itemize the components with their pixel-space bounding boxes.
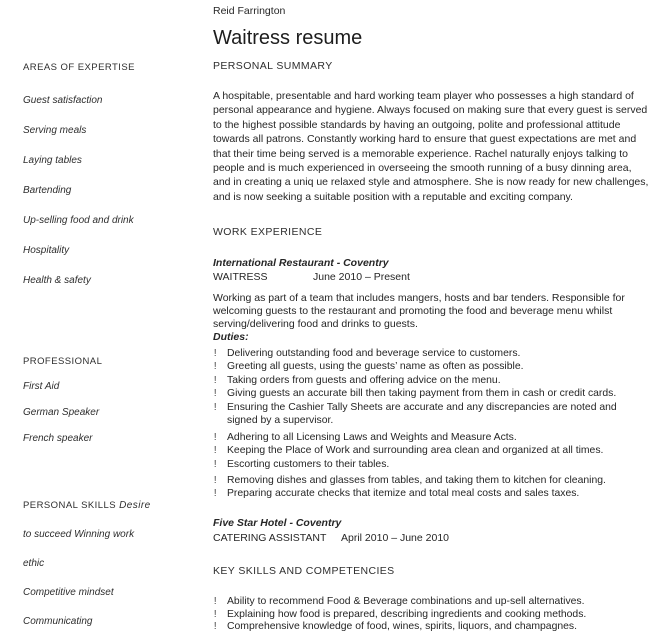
sidebar-item-german-speaker: German Speaker [23,407,100,418]
duty-text: Ensuring the Cashier Tally Sheets are accurate and any discrepancies are noted and signed by a supervisor. [227,401,617,427]
resume-main-column [213,0,650,637]
resume-sidebar [23,0,205,637]
sidebar-section-personal-skills [23,500,205,628]
skill-item [213,609,650,622]
bullet-icon: ! [214,445,217,457]
page-title: Waitress resume [213,27,363,49]
skill-text: Ability to recommend Food & Beverage combinations and up-sell alternatives. [227,596,585,607]
personal-summary-text: A hospitable, presentable and hard working team player who possesses a high standard of personal appearance and hygiene. Always focused on making sure that every guest is served to the highest possible standards by having an outgoing, polite and professional attitude towards all patrons. Constantly working hard to ensure that guest expectations are met and that their time being served is a memorable experience. Rachel naturally enjoys talking to people and is much experienced in overseeing the smooth running of a busy dinning area, and in creating a uniq ue relaxed style and atmosphere. She is now ready for new challenges, and is now seeking a suitable position with a reputable and exciting company. [213,90,649,203]
skill-text: Comprehensive knowledge of food, wines, spirits, liquors, and champagnes. [227,621,578,633]
job1-duty-group-2 [213,431,650,471]
job1-employer: International Restaurant - Coventry [213,257,389,269]
job2-role-title: CATERING ASSISTANT [213,532,327,544]
bullet-icon: ! [214,608,217,620]
duty-item [213,444,650,457]
section-heading-personal-summary: PERSONAL SUMMARY [213,60,333,72]
bullet-icon: ! [214,488,217,500]
job1-duty-group-1 [213,347,650,427]
bullet-icon: ! [214,621,217,633]
sidebar-item-french-speaker: French speaker [23,433,93,444]
sidebar-section-professional [23,356,205,445]
sidebar-heading-personal-skills [23,500,205,512]
job1-role-title: WAITRESS [213,271,268,283]
duty-text: Removing dishes and glasses from tables, and taking them to kitchen for cleaning. [227,475,606,486]
section-heading-key-skills: KEY SKILLS AND COMPETENCIES [213,565,395,577]
sidebar-item-health-safety: Health & safety [23,275,91,286]
bullet-icon: ! [214,596,217,607]
duty-item [213,474,650,487]
skill-text: Explaining how food is prepared, describing ingredients and cooking methods. [227,608,587,620]
sidebar-item-up-selling: Up-selling food and drink [23,215,134,226]
personal-skills-inline-word: Desire [119,500,151,511]
sidebar-section-expertise [23,62,205,287]
bullet-icon: ! [214,388,217,400]
sidebar-heading-expertise: AREAS OF EXPERTISE [23,62,135,73]
sidebar-item-guest-satisfaction: Guest satisfaction [23,95,103,106]
job2-role-line [213,532,650,545]
personal-skills-label: PERSONAL SKILLS [23,500,116,511]
job1-role-line [213,271,650,284]
duty-item [213,387,650,400]
bullet-icon: ! [214,374,217,386]
sidebar-item-hospitality: Hospitality [23,245,70,256]
sidebar-heading-professional: PROFESSIONAL [23,356,103,367]
sidebar-item-laying-tables: Laying tables [23,155,82,166]
sidebar-line-desire-1: to succeed Winning work [23,529,135,540]
duty-item [213,401,650,428]
job1-duty-group-3 [213,474,650,501]
sidebar-item-serving-meals: Serving meals [23,125,87,136]
duty-item [213,347,650,360]
sidebar-line-communicating: Communicating [23,616,93,627]
bullet-icon: ! [214,348,217,359]
job1-dates: June 2010 – Present [313,271,410,283]
duty-item [213,374,650,387]
duty-text: Delivering outstanding food and beverage service to customers. [227,348,521,359]
key-skills-list [213,596,650,634]
duty-text: Greeting all guests, using the guests’ name as often as possible. [227,361,524,373]
skill-item [213,621,650,634]
sidebar-item-first-aid: First Aid [23,381,60,392]
bullet-icon: ! [214,458,217,470]
duty-text: Escorting customers to their tables. [227,458,390,470]
bullet-icon: ! [214,361,217,373]
job1-description: Working as part of a team that includes mangers, hosts and bar tenders. Responsible for welcoming guests to the restaurant and promoting the food and beverage menu whilst serving/delivering food and drinks to guests. [213,292,625,331]
sidebar-item-bartending: Bartending [23,185,72,196]
candidate-name: Reid Farrington [213,5,286,17]
sidebar-line-desire-2: ethic [23,558,45,569]
job2-employer: Five Star Hotel - Coventry [213,517,342,529]
duty-item [213,487,650,500]
duty-text: Taking orders from guests and offering advice on the menu. [227,374,501,386]
duty-text: Preparing accurate checks that itemize and total meal costs and sales taxes. [227,488,580,500]
job1-duties-label: Duties: [213,331,249,343]
sidebar-line-competitive-mindset: Competitive mindset [23,587,114,598]
duty-item [213,458,650,471]
bullet-icon: ! [214,401,217,413]
skill-item [213,596,650,609]
bullet-icon: ! [214,432,217,443]
duty-item [213,431,650,444]
duty-text: Giving guests an accurate bill then taking payment from them in cash or credit cards. [227,388,617,400]
duty-item [213,360,650,373]
duty-text: Adhering to all Licensing Laws and Weights and Measure Acts. [227,432,517,443]
section-heading-work-experience: WORK EXPERIENCE [213,226,323,238]
job2-dates: April 2010 – June 2010 [341,532,449,544]
bullet-icon: ! [214,475,217,486]
duty-text: Keeping the Place of Work and surrounding area clean and organized at all times. [227,445,604,457]
